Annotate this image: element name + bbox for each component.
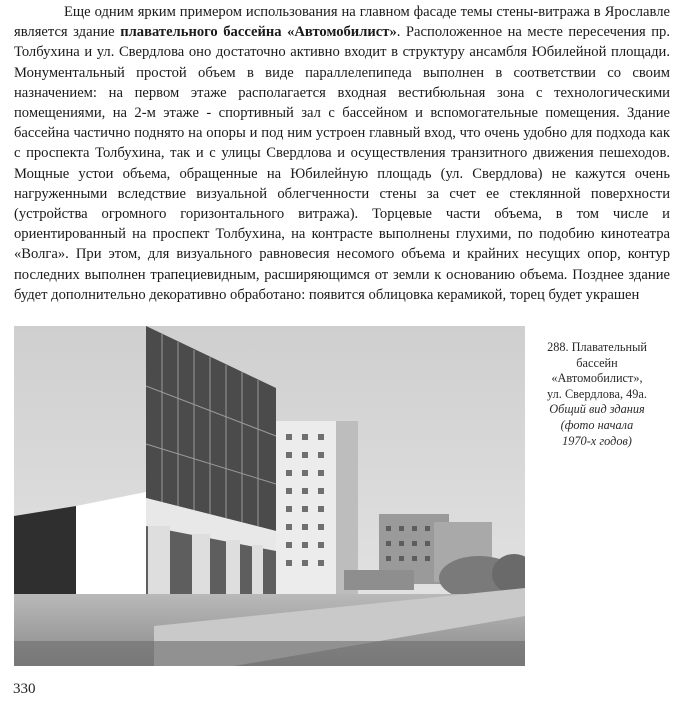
caption-line-6: (фото начала <box>560 417 634 432</box>
page-number: 330 <box>13 681 36 697</box>
building-photo-illustration <box>14 326 525 666</box>
photo-caption <box>533 340 661 449</box>
caption-line-5: Общий вид здания <box>549 402 645 417</box>
body-paragraph <box>14 2 670 305</box>
caption-line-1: 288. Плавательный <box>547 340 647 354</box>
building-photo <box>14 326 525 666</box>
caption-line-7: 1970-х годов) <box>562 433 632 448</box>
caption-line-3: «Автомобилист», <box>551 371 643 386</box>
caption-line-4: ул. Свердлова, 49а. <box>547 386 647 401</box>
paragraph-part-2: . Расположенное на месте пересечения пр. Толбухина и ул. Свердлова оно достаточно активно входит в структуру ансамбля Юбилейной площади. Монументальный простой объем в виде параллелепипеда выполнен в соответствии со своим назначением: на первом этаже располагается входная вестибюльная зона с технологическими помещениями, на 2-м этаже - спортивный зал с бассейном и вспомогательные помещения. Здание бассейна частично поднято на опоры и под ним устроен главный вход, что очень удобно для подхода как с проспекта Толбухина, так и с улицы Свердлова и осуществления транзитного движения пешеходов. Мощные устои объема, обращенные на Юбилейную площадь (ул. Свердлова) не кажутся очень нагруженными вследствие визуальной облегченности стены за счет ее стеклянной поверхности (устройства огромного горизонтального витража). Торцевые части объема, в том числе и ориентированный на проспект Толбухина, на контрасте выполнены глухими, по подобию кинотеатра «Волга». При этом, для визуального равновесия несомого объема и крайних несущих опор, контур последних выполнен трапециевидным, расширяющимся от земли к основанию объема. Позднее здание будет дополнительно декоративно обработано: появится облицовка керамикой, торец будет украшен <box>14 24 671 303</box>
paragraph-part-1: Еще одним ярким примером использования на главном фасаде темы стены-витража в Ярославле является здание <box>14 4 670 41</box>
caption-line-2: бассейн <box>576 355 618 370</box>
paragraph-bold-title: плавательного бассейна «Автомобилист» <box>120 24 397 41</box>
